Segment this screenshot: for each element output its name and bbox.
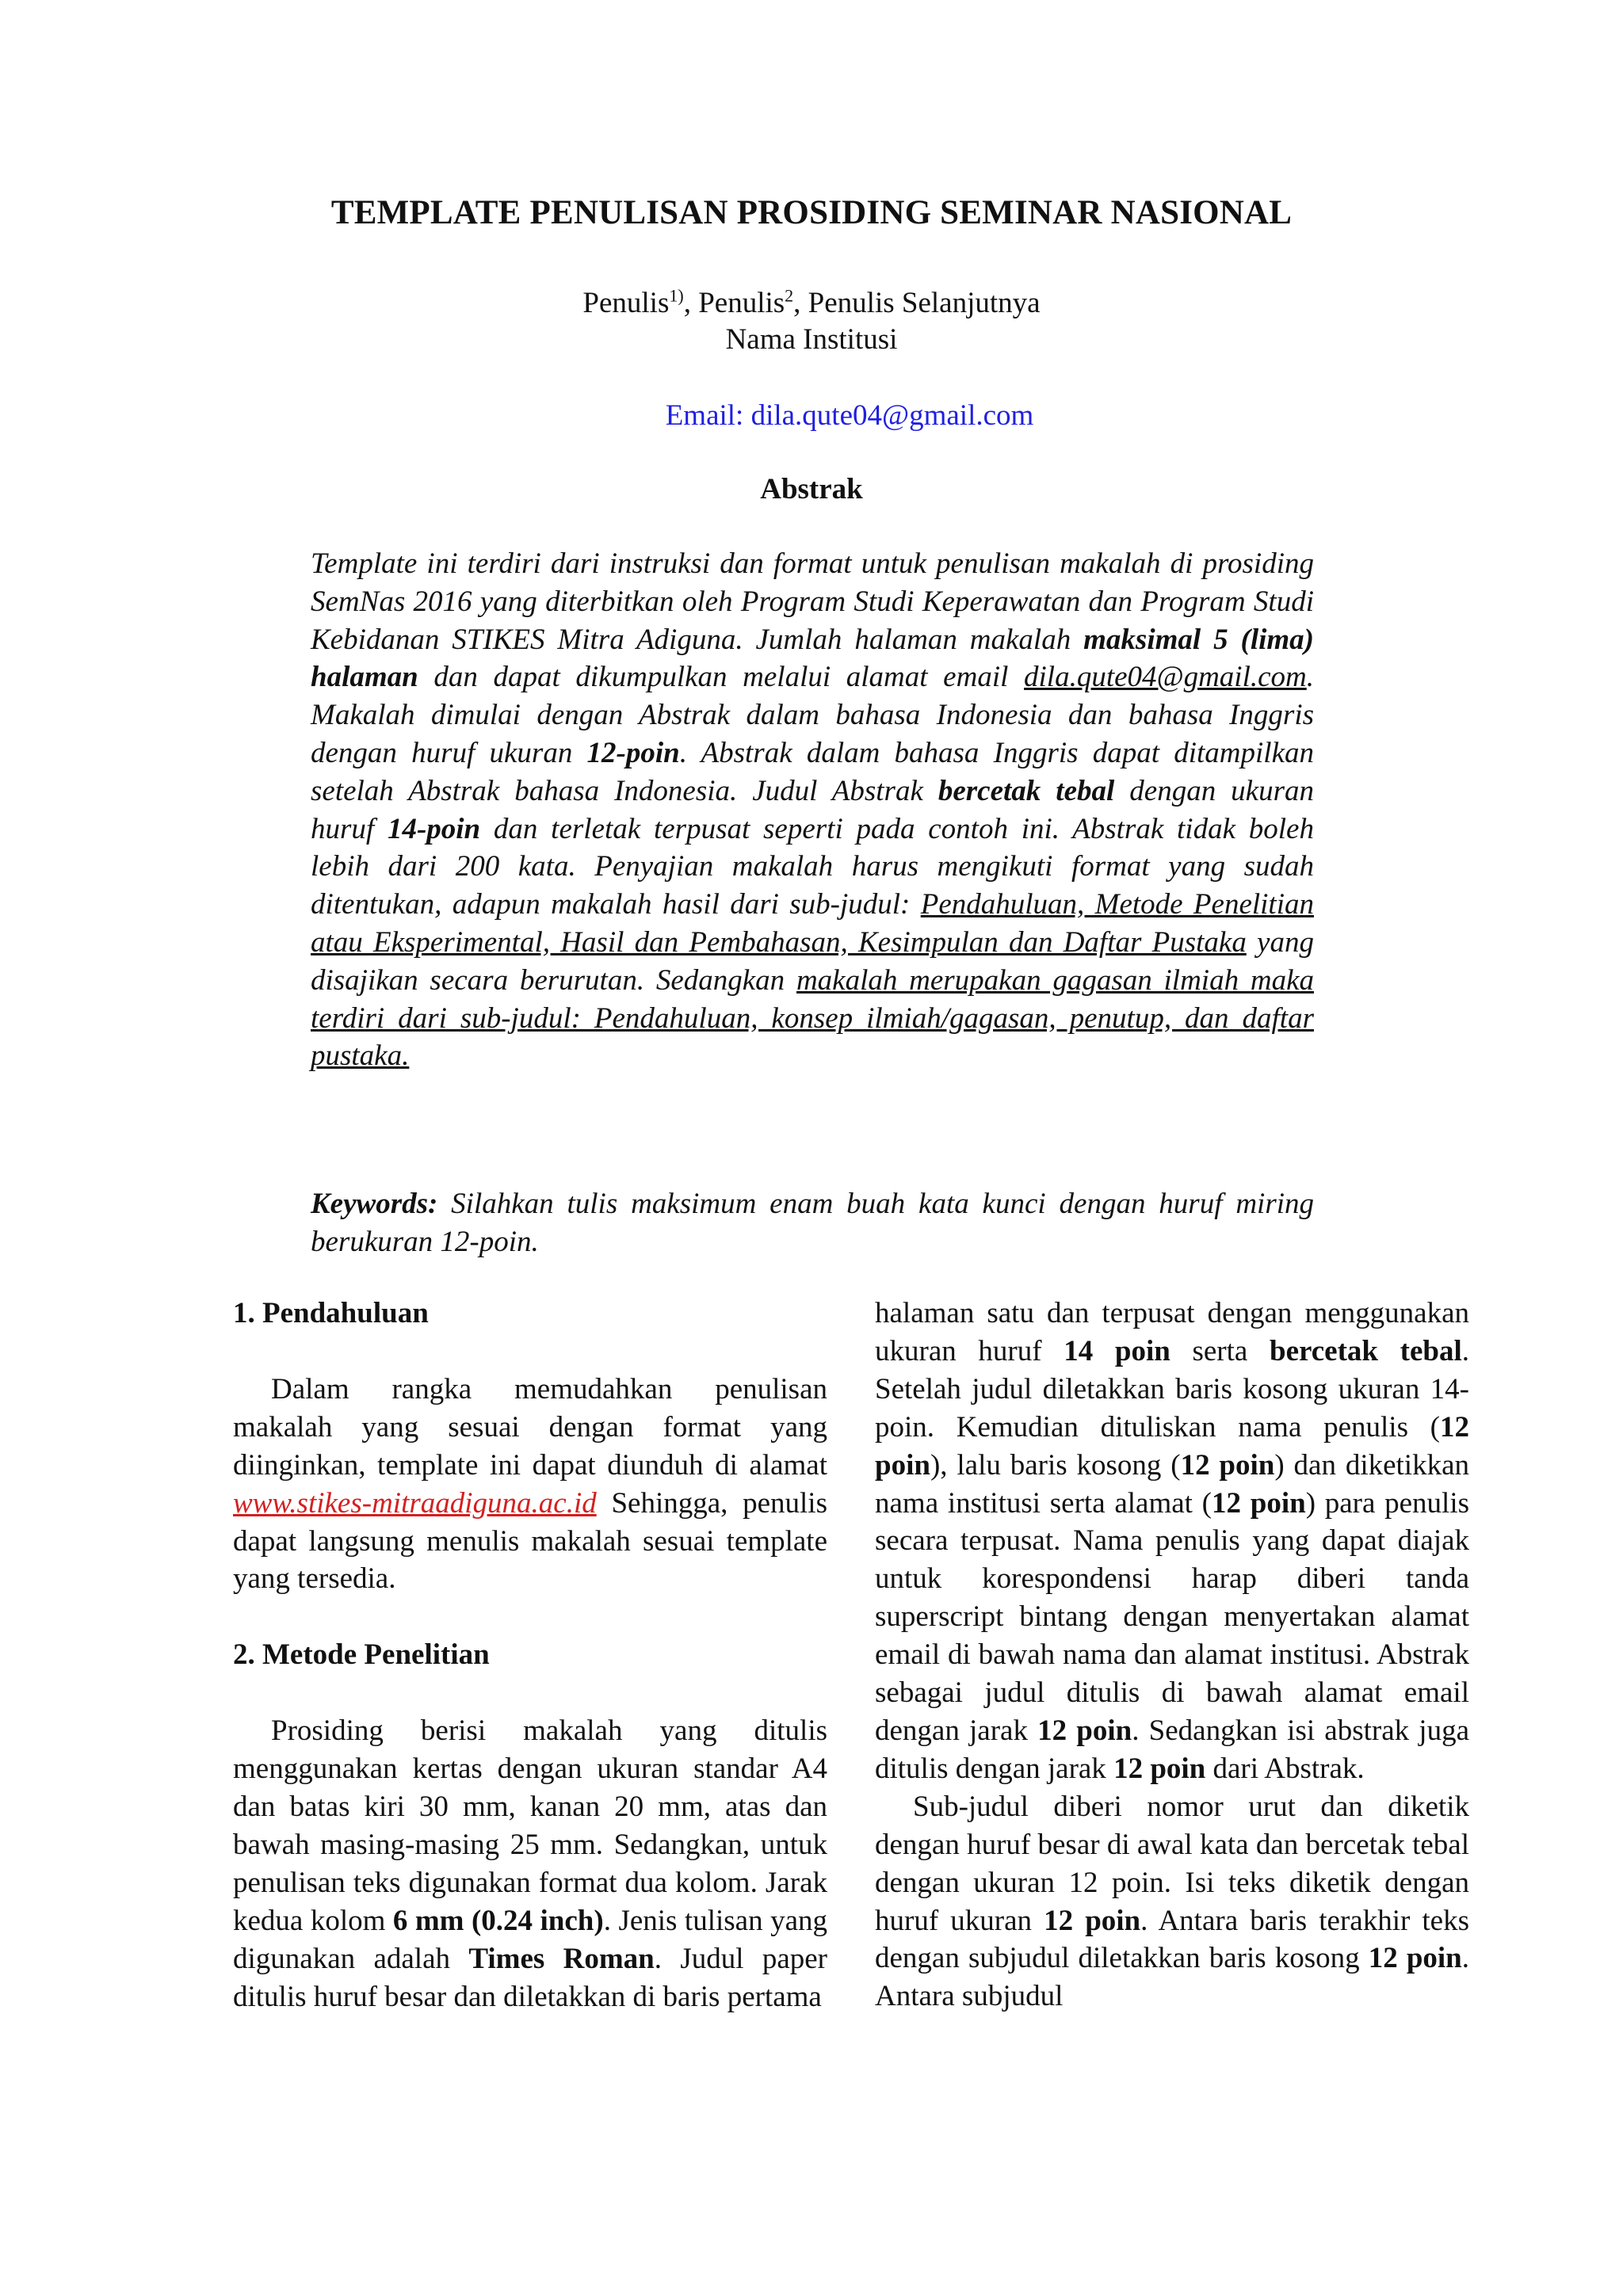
paragraph-bold: 12 poin	[1037, 1714, 1132, 1747]
paragraph-text: . Setelah judul diletakkan baris kosong ukuran 14-poin. Kemudian dituliskan nama penulis (	[875, 1334, 1470, 1444]
institution: Nama Institusi	[725, 323, 898, 356]
paragraph-bold: 12 poin	[1180, 1448, 1275, 1482]
paragraph-text: Sehingga, penulis dapat langsung menulis makalah sesuai template yang tersedia.	[233, 1486, 827, 1596]
keywords-text: Silahkan tulis maksimum enam buah kata kunci dengan huruf miring berukuran 12-poin.	[311, 1188, 1314, 1258]
paragraph-text: ) para penulis secara terpusat. Nama penulis yang dapat diajak untuk korespondensi harap diberi tanda superscript bintang dengan menyertakan alamat email di bawah nama dan alamat institusi. Abstrak sebagai judul ditulis di bawah alamat email dengan jarak	[875, 1486, 1470, 1747]
author-separator: ,	[793, 287, 808, 319]
section-paragraph	[233, 1371, 827, 1598]
paragraph-bold: Times Roman	[468, 1942, 655, 1975]
abstract-bold: bercetak tebal	[938, 774, 1115, 807]
abstract-text: yang disajikan secara berurutan. Sedangkan	[311, 925, 1314, 997]
paper-title: TEMPLATE PENULISAN PROSIDING SEMINAR NASIONAL	[330, 194, 1293, 231]
paragraph-text: Sub-judul diberi nomor urut dan diketik dengan huruf besar di awal kata dan bercetak tebal dengan ukuran 12 poin. Isi teks diketik dengan huruf ukuran	[875, 1790, 1469, 1937]
keywords-label: Keywords:	[311, 1188, 438, 1220]
paragraph-text: Prosiding berisi makalah yang ditulis menggunakan kertas dengan ukuran standar A4 dan batas kiri 30 mm, kanan 20 mm, atas dan bawah masing-masing 25 mm. Sedangkan, untuk penulisan teks digunakan format dua kolom. Jarak kedua kolom	[233, 1714, 827, 1937]
paragraph-text: . Judul paper ditulis huruf besar dan diletakkan di baris pertama	[233, 1942, 827, 2013]
section-heading-pendahuluan: 1. Pendahuluan	[233, 1297, 429, 1329]
author-email-text: Email: dila.qute04@gmail.com	[665, 399, 1034, 432]
paragraph-text: . Antara subjudul	[875, 1942, 1470, 2013]
paragraph-bold: 12 poin	[1212, 1486, 1306, 1520]
paragraph-text: serta	[1170, 1334, 1270, 1367]
paragraph-bold: 14 poin	[1064, 1334, 1170, 1367]
abstract-text: . Abstrak dalam bahasa Inggris dapat ditampilkan setelah Abstrak bahasa Indonesia. Judul Abstrak	[311, 736, 1314, 807]
abstract-text: dan terletak terpusat seperti pada contoh ini. Abstrak tidak boleh lebih dari 200 kata. Penyajian makalah harus mengikuti format yang sudah ditentukan, adapun makalah hasil dari sub-judul:	[311, 812, 1314, 921]
keywords	[311, 1185, 1314, 1261]
website-link[interactable]: www.stikes-mitraadiguna.ac.id	[233, 1486, 597, 1520]
author-2: Penulis	[698, 287, 785, 319]
section-heading-metode: 2. Metode Penelitian	[233, 1638, 490, 1672]
left-column	[233, 1295, 827, 2016]
section-paragraph	[875, 1295, 1469, 1788]
right-column	[875, 1295, 1469, 2016]
paragraph-text: halaman satu dan terpusat dengan menggunakan ukuran huruf	[875, 1297, 1469, 1367]
author-2-affiliation: 2	[785, 285, 794, 306]
paragraph-text: ), lalu baris kosong (	[930, 1448, 1181, 1482]
section-paragraph	[875, 1788, 1469, 2016]
abstract-text: dan dapat dikumpulkan melalui alamat email	[418, 661, 1025, 694]
paragraph-text: Dalam rangka memudahkan penulisan makalah yang sesuai dengan format yang diinginkan, template ini dapat diunduh di alamat	[233, 1372, 827, 1482]
abstract-text: . Makalah dimulai dengan Abstrak dalam bahasa Indonesia dan bahasa Inggris dengan huruf ukuran	[311, 661, 1314, 769]
abstract-bold: 12-poin	[586, 736, 680, 769]
paragraph-bold: 12 poin	[875, 1410, 1469, 1482]
author-line	[0, 285, 1623, 322]
paragraph-bold: bercetak tebal	[1270, 1334, 1462, 1367]
abstract-bold: maksimal 5 (lima) halaman	[311, 623, 1314, 694]
author-3: Penulis Selanjutnya	[808, 287, 1041, 319]
abstract-body	[311, 545, 1314, 1075]
paragraph-text: ) dan diketikkan nama institusi serta alamat (	[875, 1448, 1469, 1520]
author-separator: ,	[683, 287, 699, 319]
abstract-underlined: makalah merupakan gagasan ilmiah maka terdiri dari sub-judul: Pendahuluan, konsep ilmiah/gagasan, penutup, dan daftar pustaka.	[311, 963, 1314, 1073]
section-paragraph	[233, 1712, 827, 2016]
author-1-affiliation: 1)	[669, 285, 684, 306]
abstract-text: dengan ukuran huruf	[311, 774, 1314, 845]
abstract-email-link[interactable]: dila.qute04@gmail.com	[1024, 661, 1307, 694]
paragraph-text: . Antara baris terakhir teks dengan subjudul diletakkan baris kosong	[875, 1904, 1469, 1975]
author-email	[0, 398, 1623, 434]
paragraph-text: . Jenis tulisan yang digunakan adalah	[233, 1904, 827, 1975]
paragraph-text: . Sedangkan isi abstrak juga ditulis dengan jarak	[875, 1714, 1469, 1785]
paragraph-bold: 12 poin	[1113, 1752, 1206, 1785]
abstract-text: Template ini terdiri dari instruksi dan format untuk penulisan makalah di prosiding SemNas 2016 yang diterbitkan oleh Program Studi Keperawatan dan Program Studi Kebidanan STIKES Mitra Adiguna. Jumlah halaman makalah	[311, 547, 1314, 656]
paragraph-bold: 12 poin	[1368, 1942, 1462, 1975]
paragraph-bold: 6 mm (0.24 inch)	[392, 1904, 604, 1937]
author-1: Penulis	[582, 287, 670, 319]
abstract-bold: 14-poin	[387, 812, 481, 845]
paragraph-bold: 12 poin	[1044, 1904, 1141, 1937]
abstract-underlined: Pendahuluan, Metode Penelitian atau Eksperimental, Hasil dan Pembahasan, Kesimpulan dan Daftar Pustaka	[311, 888, 1314, 959]
paragraph-text: dari Abstrak.	[1205, 1752, 1365, 1785]
abstract-heading: Abstrak	[760, 473, 863, 505]
